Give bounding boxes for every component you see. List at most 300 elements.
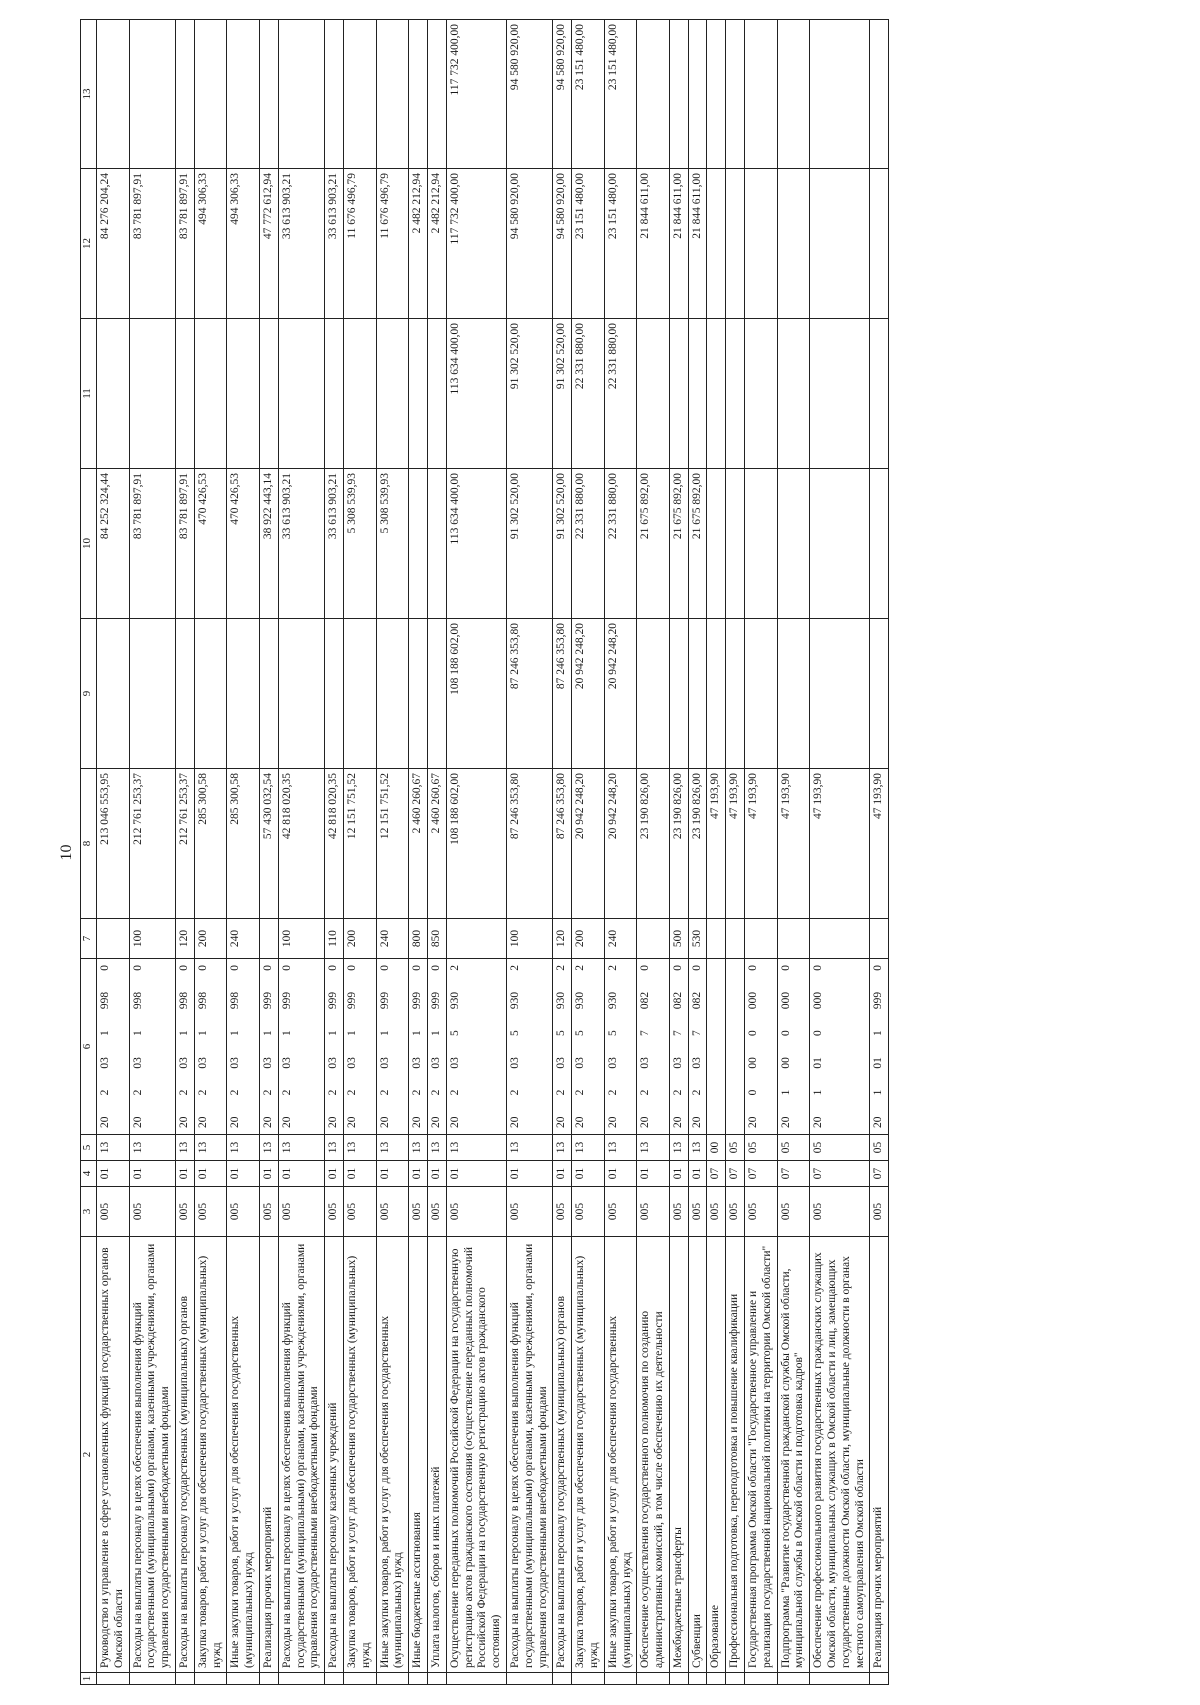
target-article-part: 2 (177, 1089, 190, 1096)
column-number-9: 9 (81, 619, 97, 769)
row-name: Расходы на выплаты персоналу в целях обеспечения выполнения функций государственными (муниципальными) органами, казенными учреждениями, органами управления государственными внебюджетными фондами (129, 1237, 175, 1673)
target-article-part: 999 (378, 991, 391, 1010)
target-article-part: 2 (555, 1089, 568, 1096)
table-row (726, 20, 745, 1685)
row-amount-c12: 23 151 480,00 (572, 169, 605, 319)
target-article-part: 20 (280, 1116, 293, 1128)
row-target-article-code (572, 959, 605, 1135)
row-amount-c11 (227, 319, 260, 469)
row-column-1 (259, 1673, 278, 1685)
target-article-part: 2 (196, 1089, 209, 1096)
row-target-article-code (669, 959, 688, 1135)
target-article-part: 999 (280, 991, 293, 1010)
target-article-parts (132, 963, 146, 1130)
target-article-part: 7 (690, 1030, 703, 1036)
target-article-part: 1 (229, 1030, 242, 1036)
row-target-article-code (129, 959, 175, 1135)
row-amount-c13 (376, 20, 409, 169)
target-article-part: 5 (574, 1030, 587, 1036)
table-row (278, 20, 324, 1685)
row-amount-c8: 213 046 553,95 (97, 769, 130, 919)
target-article-part: 0 (872, 965, 885, 971)
row-target-article-code (427, 959, 446, 1135)
row-amount-c9 (97, 619, 130, 769)
row-amount-c12 (726, 169, 745, 319)
row-expense-type-code: 120 (553, 919, 572, 959)
target-article-parts (607, 963, 621, 1130)
row-amount-c13 (427, 20, 446, 169)
row-amount-c10: 5 308 539,93 (376, 469, 409, 619)
row-amount-c11 (745, 319, 778, 469)
row-amount-c11 (343, 319, 376, 469)
target-article-part: 20 (747, 1116, 760, 1128)
row-name: Руководство и управление в сфере установленных функций государственных органов Омской области (97, 1237, 130, 1673)
row-admin-code: 005 (506, 1187, 552, 1237)
target-article-part: 5 (448, 1030, 461, 1036)
target-article-part: 2 (99, 1089, 111, 1096)
target-article-parts (509, 963, 523, 1130)
row-target-article-code (325, 959, 344, 1135)
row-name: Иные бюджетные ассигнования (409, 1237, 428, 1673)
row-amount-c9 (129, 619, 175, 769)
row-amount-c11: 22 331 880,00 (604, 319, 637, 469)
row-section-code: 07 (810, 1161, 870, 1187)
row-amount-c9 (777, 619, 810, 769)
row-admin-code: 005 (604, 1187, 637, 1237)
row-expense-type-code (637, 919, 670, 959)
row-amount-c12: 21 844 611,00 (669, 169, 688, 319)
row-amount-c9 (669, 619, 688, 769)
row-amount-c10: 91 302 520,00 (553, 469, 572, 619)
target-article-part: 2 (448, 965, 461, 971)
row-section-code: 01 (427, 1161, 446, 1187)
target-article-part: 0 (177, 965, 190, 971)
row-amount-c8: 42 818 020,35 (278, 769, 324, 919)
row-amount-c10: 91 302 520,00 (506, 469, 552, 619)
row-target-article-code (777, 959, 810, 1135)
target-article-part: 20 (196, 1116, 209, 1128)
row-amount-c13 (409, 20, 428, 169)
row-amount-c8: 12 151 751,52 (343, 769, 376, 919)
target-article-part: 0 (196, 965, 209, 971)
target-article-part: 2 (378, 1089, 391, 1096)
target-article-part: 082 (690, 991, 703, 1010)
table-row (227, 20, 260, 1685)
target-article-part: 03 (196, 1057, 209, 1069)
target-article-part: 2 (671, 1089, 684, 1096)
row-amount-c10: 33 613 903,21 (278, 469, 324, 619)
table-row (669, 20, 688, 1685)
row-name: Уплата налогов, сборов и иных платежей (427, 1237, 446, 1673)
row-section-code: 01 (259, 1161, 278, 1187)
row-amount-c9 (745, 619, 778, 769)
row-amount-c9 (870, 619, 889, 769)
row-amount-c13 (194, 20, 227, 169)
row-name: Закупка товаров, работ и услуг для обеспечения государственных (муниципальных) нужд (194, 1237, 227, 1673)
target-article-part: 999 (327, 991, 340, 1010)
row-amount-c10: 470 426,53 (227, 469, 260, 619)
table-row (572, 20, 605, 1685)
row-amount-c9: 87 246 353,80 (506, 619, 552, 769)
row-amount-c9: 108 188 602,00 (446, 619, 506, 769)
row-target-article-code (870, 959, 889, 1135)
row-amount-c12: 33 613 903,21 (278, 169, 324, 319)
target-article-part: 03 (327, 1057, 340, 1069)
row-amount-c9: 20 942 248,20 (604, 619, 637, 769)
row-amount-c10: 22 331 880,00 (604, 469, 637, 619)
row-target-article-code (446, 959, 506, 1135)
target-article-part: 1 (812, 1089, 825, 1096)
target-article-part: 20 (508, 1116, 521, 1128)
row-amount-c11 (810, 319, 870, 469)
row-expense-type-code: 200 (194, 919, 227, 959)
row-expense-type-code: 530 (688, 919, 707, 959)
target-article-part: 0 (812, 1030, 825, 1036)
target-article-part: 0 (229, 965, 242, 971)
row-amount-c12: 117 732 400,00 (446, 169, 506, 319)
row-amount-c13: 94 580 920,00 (506, 20, 552, 169)
row-amount-c10: 113 634 400,00 (446, 469, 506, 619)
target-article-part: 03 (448, 1057, 461, 1069)
row-subsection-code: 05 (726, 1135, 745, 1161)
row-subsection-code: 13 (343, 1135, 376, 1161)
row-expense-type-code (745, 919, 778, 959)
target-article-part: 0 (280, 965, 293, 971)
target-article-parts (430, 963, 444, 1130)
target-article-part: 1 (280, 1030, 293, 1036)
row-subsection-code: 13 (427, 1135, 446, 1161)
target-article-part: 20 (555, 1116, 568, 1128)
table-row (325, 20, 344, 1685)
row-amount-c10: 33 613 903,21 (325, 469, 344, 619)
row-amount-c12: 494 306,33 (194, 169, 227, 319)
row-amount-c9 (810, 619, 870, 769)
row-amount-c9 (325, 619, 344, 769)
row-column-1 (707, 1673, 726, 1685)
row-amount-c11: 113 634 400,00 (446, 319, 506, 469)
target-article-part: 0 (779, 965, 792, 971)
row-column-1 (777, 1673, 810, 1685)
row-target-article-code (259, 959, 278, 1135)
target-article-parts (691, 963, 705, 1130)
row-amount-c8: 47 193,90 (777, 769, 810, 919)
target-article-part: 2 (574, 965, 587, 971)
row-amount-c12: 21 844 611,00 (688, 169, 707, 319)
target-article-part: 20 (448, 1116, 461, 1128)
target-article-part: 998 (229, 991, 242, 1010)
target-article-part: 930 (606, 991, 619, 1010)
row-target-article-code (604, 959, 637, 1135)
target-article-parts (555, 963, 569, 1130)
row-name: Образование (707, 1237, 726, 1673)
row-admin-code: 005 (726, 1187, 745, 1237)
row-name: Закупка товаров, работ и услуг для обеспечения государственных (муниципальных) нужд (343, 1237, 376, 1673)
row-amount-c12: 2 482 212,94 (427, 169, 446, 319)
row-amount-c10: 21 675 892,00 (688, 469, 707, 619)
row-admin-code: 005 (572, 1187, 605, 1237)
target-article-part: 2 (508, 1089, 521, 1096)
row-column-1 (175, 1673, 194, 1685)
row-amount-c13 (707, 20, 726, 169)
budget-table (80, 19, 889, 1685)
row-column-1 (194, 1673, 227, 1685)
row-column-1 (604, 1673, 637, 1685)
table-row (194, 20, 227, 1685)
target-article-parts (639, 963, 653, 1130)
row-expense-type-code: 100 (278, 919, 324, 959)
row-column-1 (343, 1673, 376, 1685)
row-amount-c8: 23 190 826,00 (688, 769, 707, 919)
row-admin-code: 005 (259, 1187, 278, 1237)
row-name: Иные закупки товаров, работ и услуг для обеспечения государственных (муниципальных) нужд (227, 1237, 260, 1673)
target-article-part: 01 (872, 1057, 885, 1069)
target-article-part: 930 (574, 991, 587, 1010)
row-subsection-code: 13 (194, 1135, 227, 1161)
target-article-part: 03 (639, 1057, 652, 1069)
row-amount-c9 (688, 619, 707, 769)
table-body (97, 20, 889, 1685)
row-subsection-code: 13 (446, 1135, 506, 1161)
row-amount-c9 (409, 619, 428, 769)
row-expense-type-code (777, 919, 810, 959)
row-amount-c11 (278, 319, 324, 469)
page-number: 10 (58, 844, 75, 861)
row-name: Осуществление переданных полномочий Российской Федерации на государственную регистрацию актов гражданского состояния (осуществление переданных полномочий Российской Федерации на государственную регистрацию актов гражданского состояния) (446, 1237, 506, 1673)
row-subsection-code: 00 (707, 1135, 726, 1161)
target-article-part: 20 (574, 1116, 587, 1128)
row-amount-c12: 11 676 496,79 (343, 169, 376, 319)
row-column-1 (506, 1673, 552, 1685)
row-amount-c9 (227, 619, 260, 769)
target-article-part: 2 (508, 965, 521, 971)
target-article-part: 00 (779, 1057, 792, 1069)
row-subsection-code: 05 (810, 1135, 870, 1161)
table-row (506, 20, 552, 1685)
target-article-part: 2 (345, 1089, 358, 1096)
target-article-part: 999 (261, 991, 274, 1010)
row-amount-c11 (870, 319, 889, 469)
row-name: Межбюджетные трансферты (669, 1237, 688, 1673)
row-amount-c11 (97, 319, 130, 469)
row-expense-type-code (726, 919, 745, 959)
row-amount-c12: 23 151 480,00 (604, 169, 637, 319)
row-target-article-code (637, 959, 670, 1135)
row-admin-code: 005 (129, 1187, 175, 1237)
target-article-part: 01 (812, 1057, 825, 1069)
table-row (604, 20, 637, 1685)
row-amount-c12: 494 306,33 (227, 169, 260, 319)
row-amount-c13 (259, 20, 278, 169)
row-amount-c13 (745, 20, 778, 169)
row-amount-c13: 94 580 920,00 (553, 20, 572, 169)
row-amount-c8: 23 190 826,00 (669, 769, 688, 919)
target-article-part: 1 (196, 1030, 209, 1036)
row-amount-c11 (129, 319, 175, 469)
target-article-part: 20 (131, 1116, 144, 1128)
row-admin-code: 005 (446, 1187, 506, 1237)
target-article-part: 000 (779, 991, 792, 1010)
target-article-part: 0 (747, 1030, 760, 1036)
target-article-part: 2 (229, 1089, 242, 1096)
column-number-6: 6 (81, 959, 97, 1135)
row-amount-c11 (376, 319, 409, 469)
target-article-part: 0 (345, 965, 358, 971)
row-amount-c12: 83 781 897,91 (175, 169, 194, 319)
row-amount-c12: 94 580 920,00 (506, 169, 552, 319)
target-article-part: 1 (872, 1089, 885, 1096)
row-amount-c11 (409, 319, 428, 469)
target-article-part: 20 (261, 1116, 274, 1128)
table-row (637, 20, 670, 1685)
row-admin-code: 005 (97, 1187, 130, 1237)
row-amount-c8: 2 460 260,67 (427, 769, 446, 919)
row-amount-c12: 33 613 903,21 (325, 169, 344, 319)
row-amount-c10 (726, 469, 745, 619)
row-subsection-code: 13 (259, 1135, 278, 1161)
row-admin-code: 005 (637, 1187, 670, 1237)
row-admin-code: 005 (669, 1187, 688, 1237)
target-article-part: 03 (606, 1057, 619, 1069)
row-amount-c13: 23 151 480,00 (604, 20, 637, 169)
target-article-part: 2 (555, 965, 568, 971)
row-amount-c11 (688, 319, 707, 469)
row-amount-c11 (175, 319, 194, 469)
row-section-code: 01 (506, 1161, 552, 1187)
row-amount-c12: 84 276 204,24 (97, 169, 130, 319)
target-article-part: 1 (345, 1030, 358, 1036)
row-admin-code: 005 (409, 1187, 428, 1237)
row-subsection-code: 05 (745, 1135, 778, 1161)
table-row (97, 20, 130, 1685)
target-article-part: 0 (747, 1089, 760, 1096)
row-amount-c10 (427, 469, 446, 619)
row-subsection-code: 13 (637, 1135, 670, 1161)
row-section-code: 01 (604, 1161, 637, 1187)
row-target-article-code (726, 959, 745, 1135)
row-admin-code: 005 (427, 1187, 446, 1237)
row-amount-c13 (129, 20, 175, 169)
row-amount-c8: 87 246 353,80 (553, 769, 572, 919)
target-article-part: 2 (411, 1089, 424, 1096)
row-target-article-code (688, 959, 707, 1135)
row-name: Субвенции (688, 1237, 707, 1673)
target-article-parts (672, 963, 686, 1130)
row-amount-c13 (726, 20, 745, 169)
column-number-7: 7 (81, 919, 97, 959)
column-number-13: 13 (81, 20, 97, 169)
target-article-part: 2 (131, 1089, 144, 1096)
row-section-code: 07 (870, 1161, 889, 1187)
target-article-parts (747, 963, 761, 1130)
row-amount-c11: 22 331 880,00 (572, 319, 605, 469)
row-target-article-code (506, 959, 552, 1135)
target-article-part: 0 (378, 965, 391, 971)
target-article-part: 082 (639, 991, 652, 1010)
row-amount-c11 (325, 319, 344, 469)
table-row (553, 20, 572, 1685)
target-article-part: 03 (229, 1057, 242, 1069)
column-number-12: 12 (81, 169, 97, 319)
row-amount-c13 (343, 20, 376, 169)
row-subsection-code: 13 (129, 1135, 175, 1161)
row-amount-c9 (278, 619, 324, 769)
target-article-part: 20 (327, 1116, 340, 1128)
row-column-1 (97, 1673, 130, 1685)
target-article-part: 999 (872, 991, 885, 1010)
row-section-code: 01 (97, 1161, 130, 1187)
row-amount-c8: 57 430 032,54 (259, 769, 278, 919)
target-article-part: 930 (555, 991, 568, 1010)
target-article-part: 2 (690, 1089, 703, 1096)
row-admin-code: 005 (175, 1187, 194, 1237)
row-admin-code: 005 (376, 1187, 409, 1237)
target-article-part: 998 (131, 991, 144, 1010)
row-amount-c8: 47 193,90 (707, 769, 726, 919)
row-target-article-code (194, 959, 227, 1135)
table-row (688, 20, 707, 1685)
target-article-part: 03 (99, 1057, 111, 1069)
target-article-part: 0 (131, 965, 144, 971)
column-number-8: 8 (81, 769, 97, 919)
row-amount-c11 (669, 319, 688, 469)
target-article-part: 0 (639, 965, 652, 971)
row-amount-c8: 285 300,58 (227, 769, 260, 919)
target-article-part: 5 (508, 1030, 521, 1036)
row-admin-code: 005 (688, 1187, 707, 1237)
row-admin-code: 005 (343, 1187, 376, 1237)
row-amount-c10 (707, 469, 726, 619)
row-name: Иные закупки товаров, работ и услуг для обеспечения государственных (муниципальных) нужд (376, 1237, 409, 1673)
column-number-5: 5 (81, 1135, 97, 1161)
target-article-part: 1 (411, 1030, 424, 1036)
target-article-part: 2 (261, 1089, 274, 1096)
row-section-code: 07 (777, 1161, 810, 1187)
row-amount-c10: 21 675 892,00 (637, 469, 670, 619)
table-row (343, 20, 376, 1685)
row-expense-type-code (810, 919, 870, 959)
target-article-part: 0 (327, 965, 340, 971)
row-subsection-code: 13 (278, 1135, 324, 1161)
target-article-parts (99, 963, 113, 1130)
target-article-parts (229, 963, 243, 1130)
target-article-parts (327, 963, 341, 1130)
row-subsection-code: 13 (506, 1135, 552, 1161)
target-article-part: 1 (378, 1030, 391, 1036)
column-number-1: 1 (81, 1673, 97, 1685)
target-article-part: 2 (606, 965, 619, 971)
row-amount-c13 (278, 20, 324, 169)
row-section-code: 01 (409, 1161, 428, 1187)
target-article-part: 930 (448, 991, 461, 1010)
target-article-part: 0 (671, 965, 684, 971)
target-article-part: 03 (177, 1057, 190, 1069)
target-article-part: 03 (280, 1057, 293, 1069)
row-subsection-code: 13 (409, 1135, 428, 1161)
target-article-parts (346, 963, 360, 1130)
row-expense-type-code (870, 919, 889, 959)
row-amount-c8: 212 761 253,37 (129, 769, 175, 919)
row-subsection-code: 13 (175, 1135, 194, 1161)
target-article-part: 20 (812, 1116, 825, 1128)
row-subsection-code: 13 (572, 1135, 605, 1161)
target-article-part: 5 (606, 1030, 619, 1036)
row-name: Обеспечение осуществления государственного полномочия по созданию административных комиссий, в том числе обеспечению их деятельности (637, 1237, 670, 1673)
target-article-part: 20 (411, 1116, 424, 1128)
row-target-article-code (278, 959, 324, 1135)
row-column-1 (129, 1673, 175, 1685)
row-expense-type-code: 200 (343, 919, 376, 959)
target-article-part: 03 (378, 1057, 391, 1069)
